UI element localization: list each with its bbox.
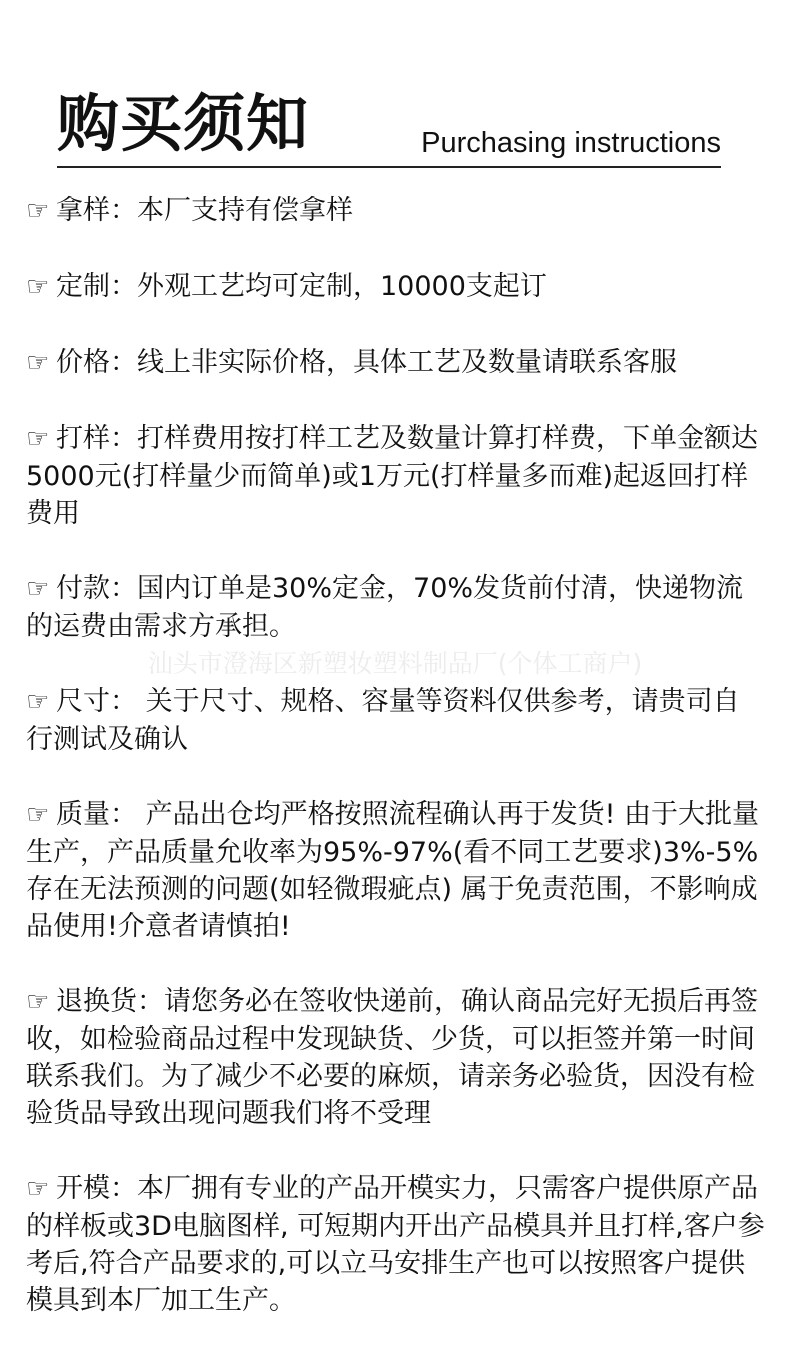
pointing-hand-icon: ☞ — [26, 424, 50, 454]
notice-list — [26, 192, 766, 1357]
pointing-hand-icon: ☞ — [26, 574, 50, 604]
notice-text: 定制：外观工艺均可定制，10000支起订 — [56, 271, 547, 302]
pointing-hand-icon: ☞ — [26, 800, 50, 830]
page-title: 购买须知 — [57, 87, 310, 160]
pointing-hand-icon: ☞ — [26, 348, 50, 378]
pointing-hand-icon: ☞ — [26, 272, 50, 302]
notice-text: 尺寸： 关于尺寸、规格、容量等资料仅供参考，请贵司自行测试及确认 — [26, 686, 740, 755]
notice-item-quality — [26, 796, 766, 945]
watermark: 汕头市澄海区新塑妆塑料制品厂(个体工商户) — [147, 649, 643, 678]
notice-text: 退换货：请您务必在签收快递前，确认商品完好无损后再签收，如检验商品过程中发现缺货、少货，可以拒签并第一时间联系我们。为了减少不必要的麻烦，请亲务必验货，因没有检验货品导致出现问题我们将不受理 — [26, 986, 758, 1129]
pointing-hand-icon: ☞ — [26, 987, 50, 1017]
pointing-hand-icon: ☞ — [26, 196, 50, 226]
notice-item-returns — [26, 983, 766, 1132]
notice-item-price — [26, 344, 766, 382]
notice-text: 打样：打样费用按打样工艺及数量计算打样费，下单金额达5000元(打样量少而简单)或1万元(打样量多而难)起返回打样费用 — [26, 423, 758, 529]
pointing-hand-icon: ☞ — [26, 1174, 50, 1204]
notice-item-sample — [26, 192, 766, 230]
notice-item-proofing — [26, 420, 766, 532]
notice-text: 质量： 产品出仓均严格按照流程确认再于发货! 由于大批量生产，产品质量允收率为95%-97%(看不同工艺要求)3%-5%存在无法预测的问题(如轻微瑕疵点) 属于免责范围，不影响成品使用!介意者请慎拍! — [26, 799, 759, 942]
header-divider — [57, 166, 721, 168]
notice-item-mold — [26, 1170, 766, 1319]
notice-item-customize — [26, 268, 766, 306]
notice-text: 开模：本厂拥有专业的产品开模实力，只需客户提供原产品的样板或3D电脑图样, 可短期内开出产品模具并且打样,客户参考后,符合产品要求的,可以立马安排生产也可以按照客户提供模具到本厂加工生产。 — [26, 1173, 765, 1316]
notice-text: 价格：线上非实际价格，具体工艺及数量请联系客服 — [56, 347, 677, 378]
notice-text: 付款：国内订单是30%定金，70%发货前付清，快递物流的运费由需求方承担。 — [26, 573, 744, 642]
notice-item-size — [26, 683, 766, 758]
notice-text: 拿样：本厂支持有偿拿样 — [56, 195, 353, 226]
notice-item-payment — [26, 570, 766, 645]
header — [57, 88, 721, 168]
pointing-hand-icon: ☞ — [26, 687, 50, 717]
page-subtitle: Purchasing instructions — [421, 127, 721, 159]
